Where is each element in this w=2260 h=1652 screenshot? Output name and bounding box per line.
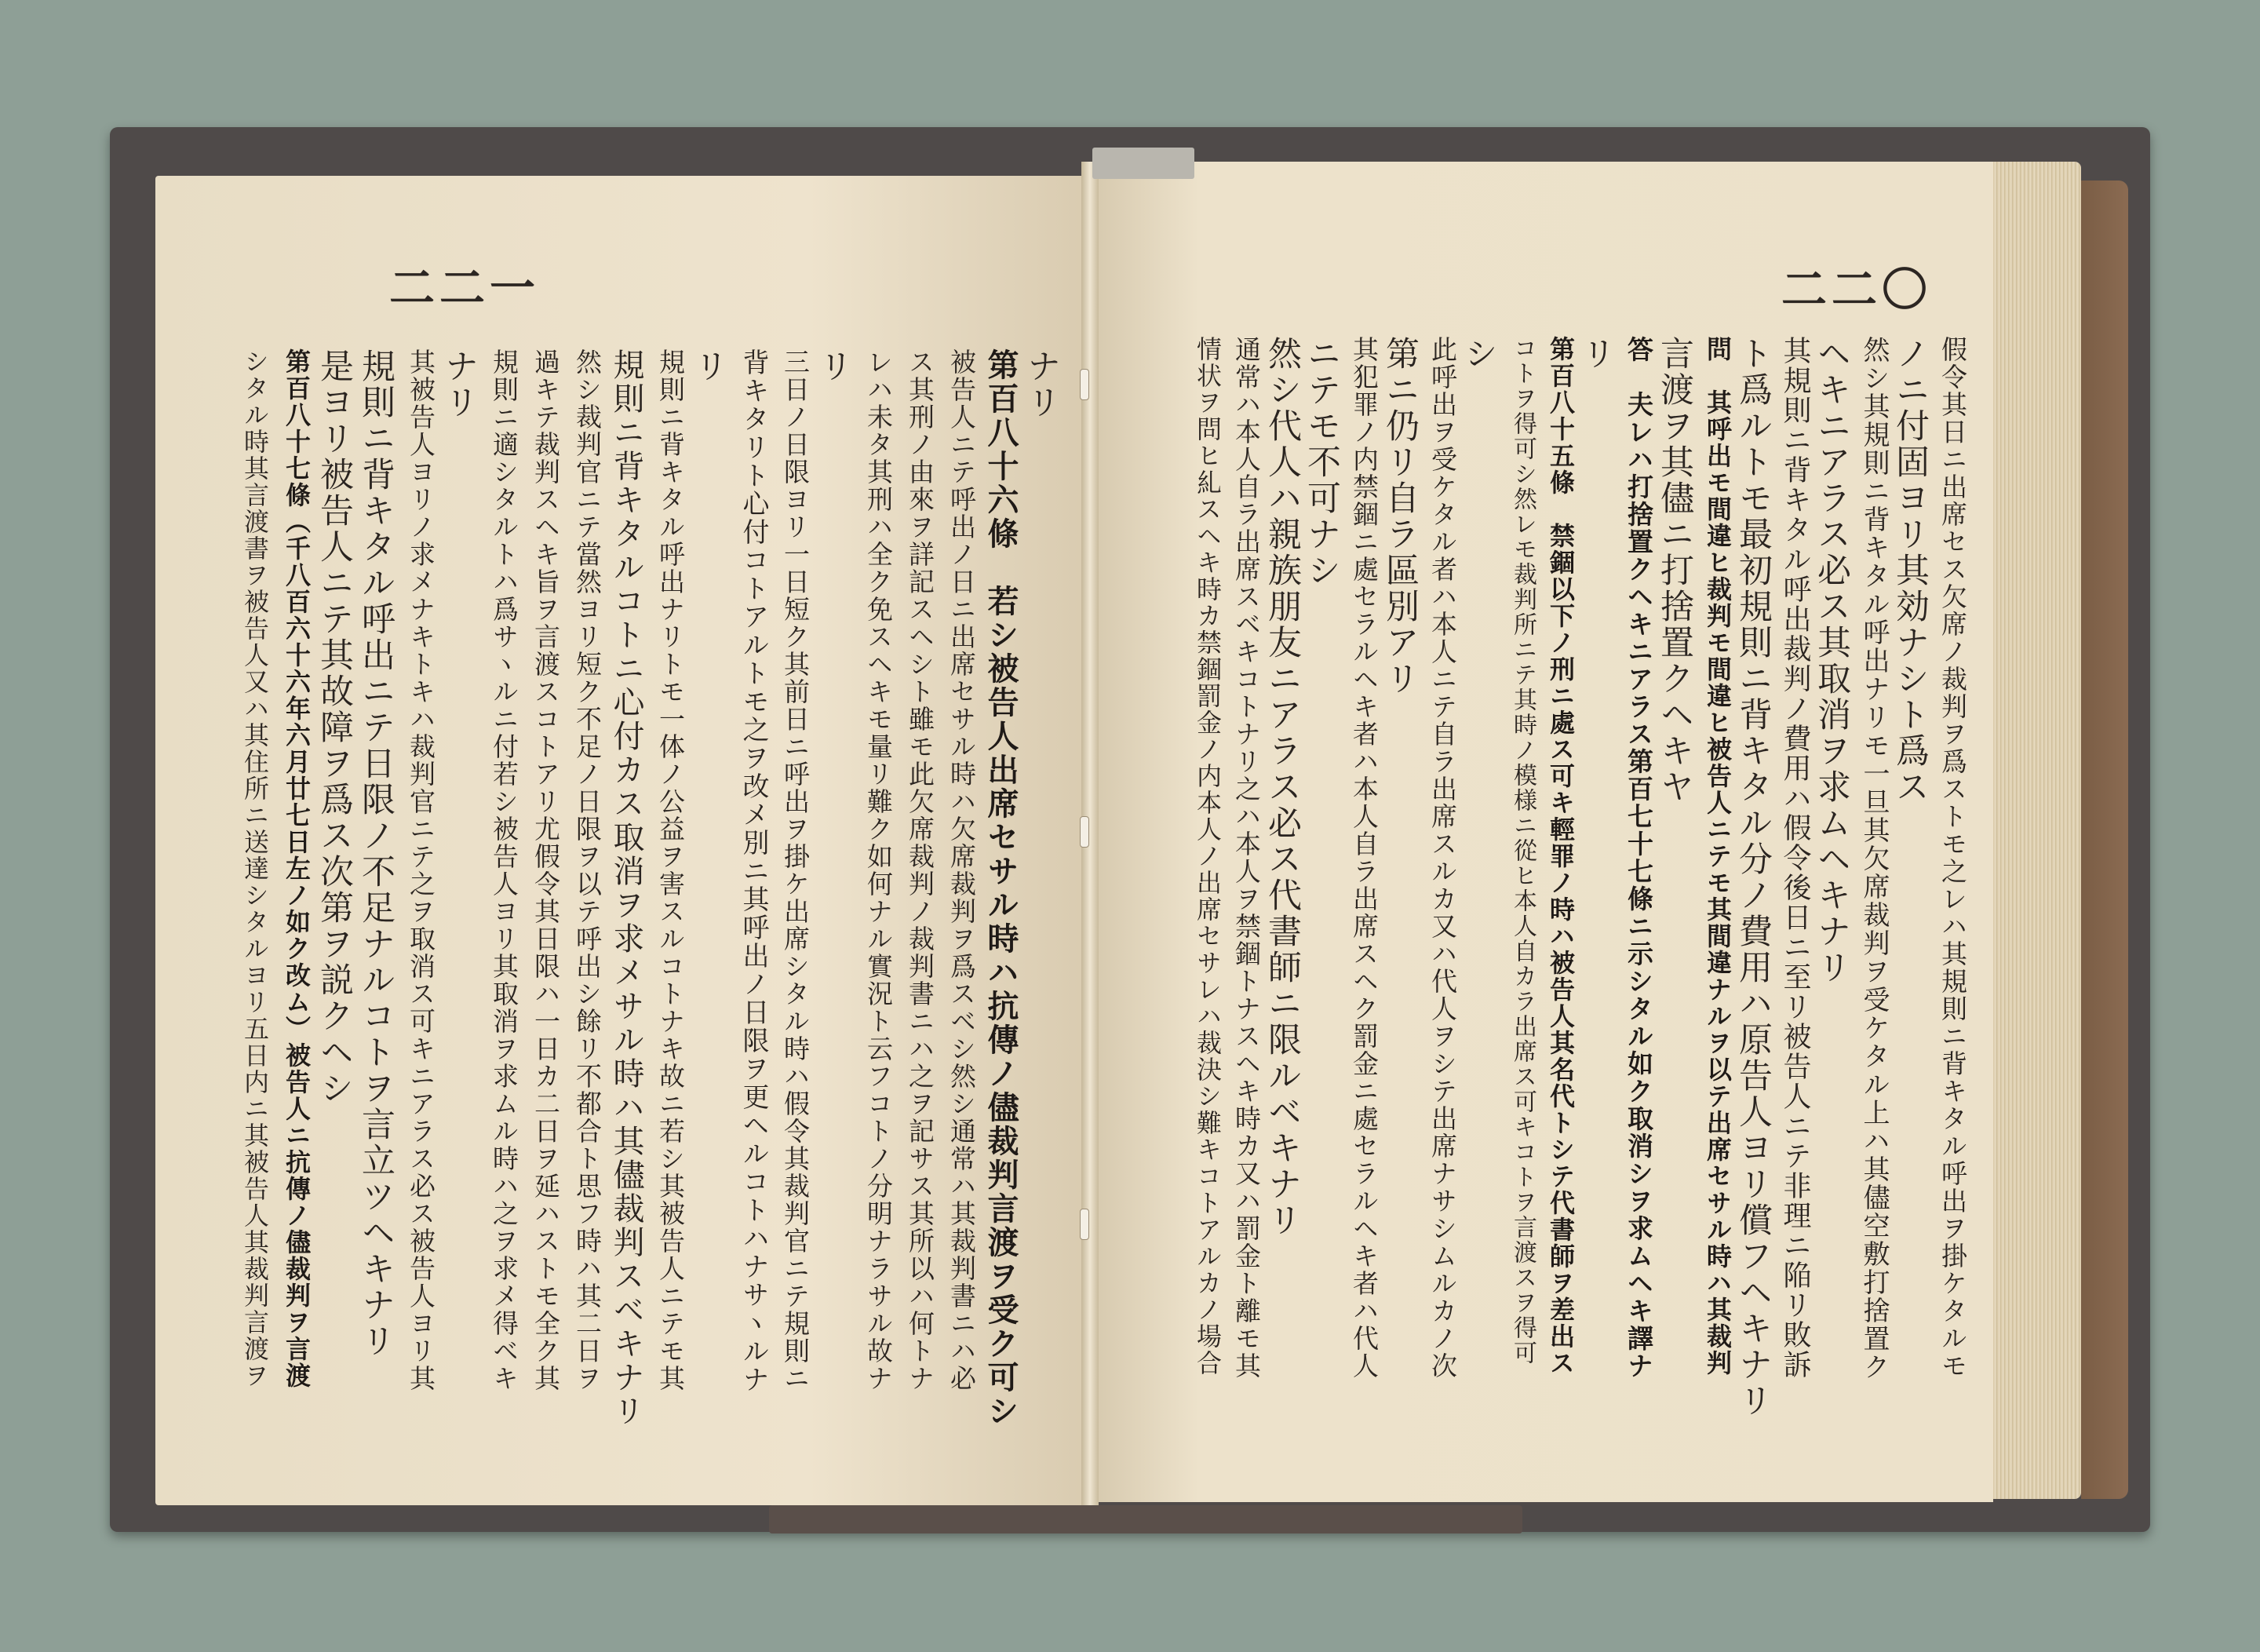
- text-column: ナリ: [439, 348, 479, 421]
- left-page[interactable]: [155, 176, 1089, 1505]
- text-column: 其被告人ヨリノ求メナキトキハ裁判官ニテ之ヲ取消ス可キニアラス必ス被告人ヨリ其: [406, 348, 436, 1392]
- text-column: 規則ニ適シタルトハ爲サヽルニ付若シ被告人ヨリ其取消ヲ求ムル時ハ之ヲ求メ得ベキ: [489, 348, 519, 1392]
- text-column: 過キテ裁判スヘキ旨ヲ言渡スコトアリ尤假令其日限ハ一日カ二日ヲ延ハストモ全ク其: [530, 348, 561, 1392]
- text-column: 規則ニ背キタルコトニ心付カス取消ヲ求メサル時ハ其儘裁判スベキナリ: [608, 348, 644, 1428]
- text-column: 被告人ニテ呼出ノ日ニ出席セサル時ハ欠席裁判ヲ爲スベシ然シ通常ハ其裁判書ニハ必: [946, 348, 977, 1392]
- text-column: ト爲ルトモ最初規則ニ背キタル分ノ費用ハ原告人ヨリ償フヘキナリ: [1733, 336, 1773, 1419]
- text-column: 背キタリト心付コトアルトモ之ヲ改メ別ニ其呼出ノ日限ヲ更ヘルコトハナサヽルナ: [738, 348, 769, 1394]
- text-column: 是ヨリ被告人ニテ其故障ヲ爲ス次第ヲ説クヘシ: [315, 348, 354, 1107]
- text-column: ナリ: [1022, 348, 1061, 421]
- page-stack: [1993, 162, 2081, 1499]
- page-stack-edge: [2081, 181, 2128, 1499]
- right-page-text: [1165, 336, 1966, 1458]
- text-column: シタル時其言渡書ヲ被告人又ハ其住所ニ送達シタルヨリ五日内ニ其被告人其裁判言渡ヲ: [240, 348, 270, 1389]
- text-column: ニテモ不可ナシ: [1302, 336, 1341, 589]
- text-column: リ: [814, 348, 853, 385]
- text-column: ス其刑ノ由來ヲ詳記スヘシト雖モ此欠席裁判ノ裁判書ニハ之ヲ記サス其所以ハ何トナ: [905, 348, 935, 1392]
- binding-stitch: [1080, 1209, 1089, 1240]
- cover-bottom-edge: [769, 1505, 1522, 1533]
- text-column: 然シ其規則ニ背キタル呼出ナリモ一旦其欠席裁判ヲ受ケタル上ハ其儘空敷打捨置ク: [1858, 336, 1890, 1381]
- text-column: 情状ヲ問ヒ糺スヘキ時カ禁錮罰金ノ内本人ノ出席セサレハ裁決シ難キコトアルカノ場合: [1193, 336, 1223, 1377]
- text-column: レハ未タ其刑ハ全ク免スヘキモ量リ難ク如何ナル實況ト云フコトノ分明ナラサル故ナ: [863, 348, 894, 1392]
- text-column: 其規則ニ背キタル呼出裁判ノ費用ハ假令後日ニ至リ被告人ニテ非理ニ陥リ敗訴: [1779, 336, 1811, 1380]
- text-column: 三日ノ日限ヨリ一日短ク其前日ニ呼出ヲ掛ケ出席シタル時ハ假令其裁判官ニテ規則ニ: [780, 348, 811, 1392]
- text-column: ノニ付固ヨリ其効ナシト爲ス: [1890, 336, 1930, 805]
- right-page[interactable]: [1091, 162, 1993, 1502]
- text-column: 言渡ヲ其儘ニ打捨置クヘキヤ: [1655, 336, 1694, 805]
- text-column: 答 夫レハ打捨置クヘキニアラス第百七十七條ニ示シタル如ク取消シヲ求ムヘキ譯ナ: [1624, 336, 1654, 1380]
- text-column: 假令其日ニ出席セス欠席ノ裁判ヲ爲ストモ之レハ其規則ニ背キタル呼出ヲ掛ケタルモ: [1937, 336, 1968, 1380]
- text-column: 通常ハ本人自ラ出席スベキコトナリ之ハ本人ヲ禁錮トナスヘキ時カ又ハ罰金ト離モ其: [1231, 336, 1262, 1380]
- text-column: 第百八十六條 若シ被告人出席セサル時ハ抗傳ノ儘裁判言渡ヲ受ク可シ: [982, 348, 1019, 1428]
- text-column: 問 其呼出モ間違ヒ裁判モ間違ヒ被告人ニテモ其間違ナルヲ以テ出席セサル時ハ其裁判: [1703, 336, 1733, 1377]
- text-column: 第百八十七條（千八百六十六年六月廿七日左ノ如ク改ム）被告人ニ抗傳ノ儘裁判ヲ言渡: [282, 348, 312, 1389]
- binding-stitch: [1080, 816, 1089, 848]
- text-column: 第ニ仍リ自ラ區別アリ: [1380, 336, 1420, 697]
- text-column: 第百八十五條 禁錮以下ノ刑ニ處ス可キ輕罪ノ時ハ被告人其名代トシテ代書師ヲ差出ス: [1546, 336, 1576, 1377]
- binding-stitch: [1080, 369, 1089, 400]
- text-column: ヘキニアラス必ス其取消ヲ求ムヘキナリ: [1812, 336, 1851, 986]
- spine-binding: [1092, 148, 1194, 179]
- text-column: リ: [1577, 336, 1616, 372]
- text-column: 此呼出ヲ受ケタル者ハ本人ニテ自ラ出席スルカ又ハ代人ヲシテ出席ナサシムルカノ次: [1427, 336, 1458, 1380]
- text-column: リ: [689, 348, 728, 385]
- left-page-text: [210, 348, 1061, 1463]
- text-column: 其犯罪ノ内禁錮ニ處セラルヘキ者ハ本人自ラ出席スヘク罰金ニ處セラルヘキ者ハ代人: [1349, 336, 1380, 1380]
- text-column: 規則ニ背キタル呼出ニテ日限ノ不足ナルコトヲ言立ツヘキナリ: [356, 348, 396, 1359]
- text-column: コトヲ得可シ然レモ裁判所ニテ其時ノ模様ニ從ヒ本人自カラ出席ス可キコトヲ言渡スヲ得可: [1509, 336, 1536, 1366]
- text-column: 然シ裁判官ニテ當然ヨリ短ク不足ノ日限ヲ以テ呼出シ餘リ不都合ト思フ時ハ其二日ヲ: [572, 348, 603, 1392]
- page-number-left: 二二一: [389, 261, 541, 315]
- page-number-right: 二二〇: [1781, 263, 1933, 316]
- text-column: 然シ代人ハ親族朋友ニアラス必ス代書師ニ限ルベキナリ: [1263, 336, 1302, 1238]
- text-column: 規則ニ背キタル呼出ナリトモ一体ノ公益ヲ害スルコトナキ故ニ若シ其被告人ニテモ其: [655, 348, 686, 1392]
- text-column: シ: [1459, 336, 1498, 372]
